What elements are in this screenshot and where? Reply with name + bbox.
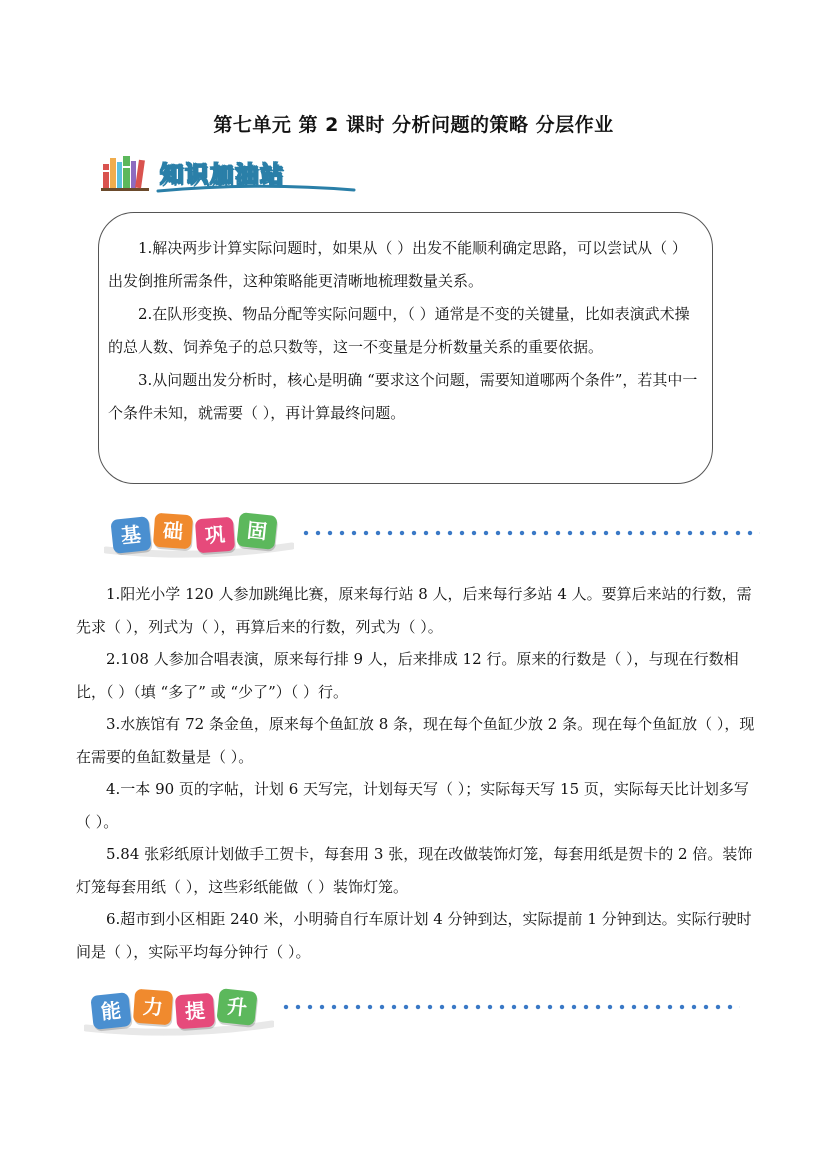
header-tile: 基 <box>110 516 151 554</box>
header-tile: 升 <box>216 988 257 1026</box>
question-item: 3.水族馆有 72 条金鱼，原来每个鱼缸放 8 条，现在每个鱼缸少放 2 条。现在每个鱼缸放（ ），现在需要的鱼缸数量是（ ）。 <box>76 715 755 766</box>
knowledge-item: 3.从问题出发分析时，核心是明确 “要求这个问题，需要知道哪两个条件”，若其中一个条件未知，就需要（ ），再计算最终问题。 <box>108 371 698 422</box>
knowledge-section-header <box>100 150 360 196</box>
header-tile: 提 <box>175 993 215 1030</box>
knowledge-list <box>108 232 698 430</box>
question-item: 2.108 人参加合唱表演，原来每行排 9 人，后来排成 12 行。原来的行数是（ ），与现在行数相比，（ ）（填 “多了” 或 “少了”）（ ）行。 <box>76 650 739 701</box>
header-tile: 础 <box>153 513 193 550</box>
header-underline <box>156 184 356 194</box>
books-icon <box>100 152 150 192</box>
header-tile: 固 <box>236 512 277 550</box>
knowledge-item: 1.解决两步计算实际问题时，如果从（ ）出发不能顺利确定思路，可以尝试从（ ）出发倒推所需条件，这种策略能更清晰地梳理数量关系。 <box>108 239 687 290</box>
header-tile: 力 <box>133 989 173 1026</box>
question-item: 6.超市到小区相距 240 米，小明骑自行车原计划 4 分钟到达，实际提前 1 分钟到达。实际行驶时间是（ ），实际平均每分钟行（ ）。 <box>76 910 752 961</box>
page-title: 第七单元 第 2 课时 分析问题的策略 分层作业 <box>213 114 614 136</box>
question-item: 1.阳光小学 120 人参加跳绳比赛，原来每行站 8 人，后来每行多站 4 人。要算后来站的行数，需先求（ ），列式为（ ），再算后来的行数，列式为（ ）。 <box>76 585 752 636</box>
header-tile: 能 <box>90 992 131 1030</box>
advanced-section-header <box>84 990 744 1036</box>
knowledge-header-label: 知识加油站 <box>160 162 285 188</box>
question-item: 5.84 张彩纸原计划做手工贺卡，每套用 3 张，现在改做装饰灯笼，每套用纸是贺卡的 2 倍。装饰灯笼每套用纸（ ），这些彩纸能做（ ）装饰灯笼。 <box>76 845 753 896</box>
header-tile: 巩 <box>195 517 235 554</box>
dotted-divider <box>300 530 760 536</box>
question-list <box>76 578 756 968</box>
dotted-divider <box>280 1004 740 1010</box>
knowledge-item: 2.在队形变换、物品分配等实际问题中，（ ）通常是不变的关键量，比如表演武术操的总人数、饲养兔子的总只数等，这一不变量是分析数量关系的重要依据。 <box>108 305 690 356</box>
basic-section-header <box>104 512 764 558</box>
question-item: 4.一本 90 页的字帖，计划 6 天写完，计划每天写（ ）；实际每天写 15 页，实际每天比计划多写（ ）。 <box>76 780 749 831</box>
